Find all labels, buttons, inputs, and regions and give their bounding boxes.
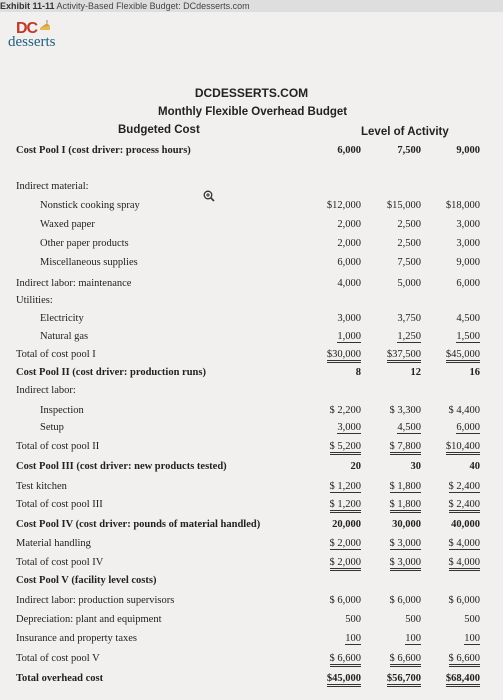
cell-value: $68,400 [446,673,480,687]
cell-value: 2,500 [397,219,421,230]
table-row [0,143,503,161]
cell-value: 3,000 [456,219,480,230]
cell-value: 9,000 [456,145,480,156]
cell-value: 4,000 [337,278,361,289]
cell-value: $30,000 [327,349,361,363]
cell-value: 4,500 [456,313,480,324]
row-label: Cost Pool IV (cost driver: pounds of material handled) [16,519,261,530]
cell-value: $45,000 [446,349,480,363]
cell-value: $ 2,000 [330,557,362,571]
row-label: Total of cost pool III [16,499,103,510]
cell-value: 6,000 [456,422,480,433]
cell-value: 20,000 [332,519,361,530]
cell-value: $ 2,400 [449,499,481,513]
cell-value: $ 2,200 [329,405,361,416]
cell-value: 1,000 [337,331,361,342]
row-label: Material handling [16,538,91,549]
table-row [0,573,503,591]
cell-value: $ 4,000 [448,538,480,549]
cell-value: 2,000 [337,238,361,249]
table-row [0,198,503,216]
row-label: Electricity [40,313,84,324]
cell-value: 7,500 [397,257,421,268]
dcdesserts-logo [6,20,76,60]
table-row [0,236,503,254]
cell-value: 40,000 [451,519,480,530]
cell-value: $ 1,200 [330,499,362,513]
row-label: Indirect labor: [16,385,76,396]
logo-desserts-text: desserts [8,34,56,50]
company-name: DCDESSERTS.COM [194,86,309,100]
cell-value: 9,000 [456,257,480,268]
row-label: Test kitchen [16,481,67,492]
exhibit-label: Exhibit 11-11 [0,1,55,11]
level-of-activity-heading: Level of Activity [361,126,449,138]
cell-value: $37,500 [387,349,421,363]
table-row [0,329,503,347]
row-label: Waxed paper [40,219,95,230]
cell-value: 12 [410,367,421,378]
cell-value: 16 [469,367,480,378]
cell-value: $ 6,000 [389,595,421,606]
table-row [0,347,503,365]
cell-value: $ 4,400 [448,405,480,416]
cell-value: 2,500 [397,238,421,249]
cell-value: $ 1,800 [389,481,421,492]
cake-slice-icon [38,20,52,34]
table-row [0,459,503,477]
row-label: Insurance and property taxes [16,633,137,644]
row-label: Miscellaneous supplies [40,257,138,268]
cell-value: 3,000 [456,238,480,249]
cell-value: $ 1,800 [390,499,422,513]
cell-value: 3,000 [337,313,361,324]
table-row [0,420,503,438]
cell-value: $ 6,600 [449,653,481,667]
cell-value: 3,750 [397,313,421,324]
cell-value: $ 3,000 [389,538,421,549]
cell-value: 6,000 [337,145,361,156]
cell-value: $ 6,600 [390,653,422,667]
table-row [0,517,503,535]
table-row [0,293,503,311]
row-label: Natural gas [40,331,89,342]
row-label: Total of cost pool IV [16,557,104,568]
cell-value: 500 [345,614,361,625]
table-row [0,365,503,383]
table-row [0,631,503,649]
cell-value: $ 5,200 [330,441,362,455]
cell-value: $ 6,600 [330,653,362,667]
row-label: Total of cost pool II [16,441,100,452]
table-row [0,217,503,235]
cell-value: $ 6,000 [448,595,480,606]
cell-value: $10,400 [446,441,480,455]
cell-value: $18,000 [445,200,480,211]
table-row [0,255,503,273]
cell-value: $56,700 [387,673,421,687]
cell-value: 20 [350,461,361,472]
cell-value: $12,000 [326,200,361,211]
row-label: Other paper products [40,238,129,249]
cell-value: 30,000 [392,519,421,530]
cell-value: 100 [464,633,480,644]
budgeted-cost-heading: Budgeted Cost [118,124,200,136]
cell-value: 4,500 [397,422,421,433]
row-label: Cost Pool III (cost driver: new products tested) [16,461,227,472]
row-label: Indirect labor: maintenance [16,278,132,289]
cell-value: $ 3,000 [390,557,422,571]
row-label: Indirect labor: production supervisors [16,595,175,606]
cell-value: $45,000 [327,673,361,687]
row-label: Indirect material: [16,181,89,192]
cell-value: $ 2,000 [329,538,361,549]
cell-value: $ 2,400 [448,481,480,492]
table-row [0,612,503,630]
table-row [0,403,503,421]
cell-value: 100 [405,633,421,644]
cell-value: $ 1,200 [329,481,361,492]
table-row [0,311,503,329]
cell-value: 30 [410,461,421,472]
report-title: Monthly Flexible Overhead Budget [158,106,348,118]
table-row [0,536,503,554]
table-row [0,276,503,294]
table-row [0,593,503,611]
cell-value: 6,000 [456,278,480,289]
cell-value: 7,500 [397,145,421,156]
table-row [0,439,503,457]
row-label: Setup [40,422,64,433]
cell-value: $15,000 [386,200,421,211]
row-label: Utilities: [16,295,53,306]
cell-value: $ 7,800 [390,441,422,455]
cell-value: $ 6,000 [329,595,361,606]
row-label: Nonstick cooking spray [40,200,140,211]
table-row [0,555,503,573]
table-row [0,383,503,401]
cell-value: 6,000 [337,257,361,268]
cell-value: 500 [464,614,480,625]
table-row [0,651,503,669]
cell-value: $ 4,000 [449,557,481,571]
row-label: Total of cost pool V [16,653,100,664]
table-row [0,479,503,497]
table-row [0,497,503,515]
cell-value: 40 [469,461,480,472]
cell-value: 500 [405,614,421,625]
row-label: Inspection [40,405,84,416]
row-label: Total overhead cost [16,673,104,684]
cell-value: 1,500 [456,331,480,342]
cell-value: 100 [345,633,361,644]
exhibit-header-bar [0,0,503,12]
row-label: Cost Pool I (cost driver: process hours) [16,145,191,156]
row-label: Depreciation: plant and equipment [16,614,162,625]
table-row [0,671,503,689]
cell-value: 1,250 [397,331,421,342]
table-row [0,179,503,197]
logo-dc-text: DC [16,20,38,37]
cell-value: $ 3,300 [389,405,421,416]
row-label: Cost Pool II (cost driver: production runs) [16,367,206,378]
row-label: Total of cost pool I [16,349,96,360]
exhibit-title: Activity-Based Flexible Budget: DCdesserts.com [56,1,250,11]
cell-value: 5,000 [397,278,421,289]
row-label: Cost Pool V (facility level costs) [16,575,157,586]
cell-value: 8 [355,367,361,378]
cell-value: 2,000 [337,219,361,230]
cell-value: 3,000 [337,422,361,433]
